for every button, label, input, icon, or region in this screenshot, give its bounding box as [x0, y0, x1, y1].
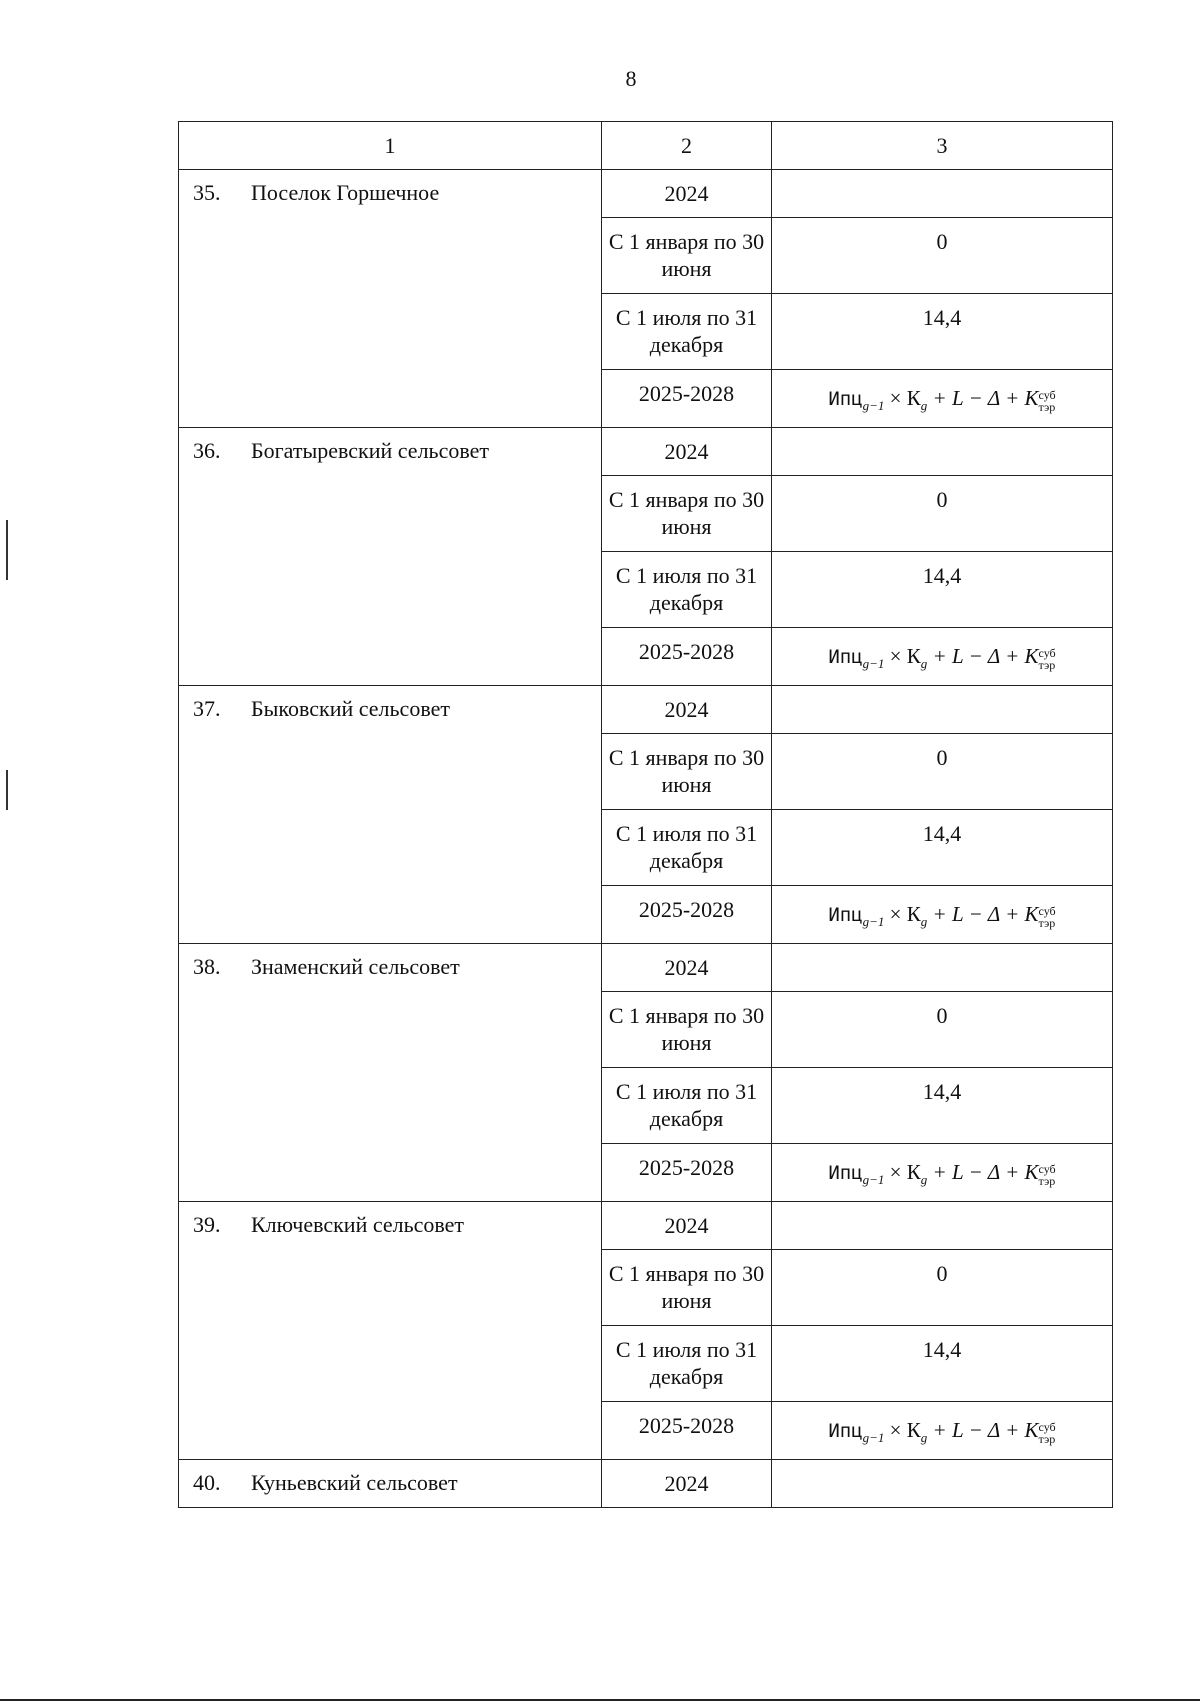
- formula-rest: + L − Δ + K: [932, 1160, 1039, 1184]
- scan-edge-mark: [6, 770, 8, 810]
- period-text: 2024: [664, 1471, 709, 1496]
- formula-ipc: Ипц: [828, 646, 863, 668]
- tariff-formula: [772, 1144, 1112, 1188]
- formula-k2-indices: [1039, 905, 1056, 929]
- period-text: С 1 июля по 31 декабря: [615, 1079, 758, 1131]
- value-text: [772, 944, 1112, 954]
- settlement-label: [179, 170, 601, 206]
- settlement-name: Знаменский сельсовет: [251, 954, 460, 979]
- period-text: 2024: [664, 955, 709, 980]
- formula-k: К: [906, 644, 921, 668]
- value-cell: [772, 370, 1113, 428]
- period-text: С 1 июля по 31 декабря: [615, 1337, 758, 1389]
- tariff-formula: [772, 628, 1112, 672]
- formula-k: К: [906, 1160, 921, 1184]
- period-text: 2025-2028: [638, 897, 735, 922]
- period-text: С 1 июля по 31 декабря: [615, 821, 758, 873]
- settlement-name: Ключевский сельсовет: [251, 1212, 465, 1237]
- header-cell-1: 1: [179, 122, 602, 170]
- settlement-label: [179, 428, 601, 464]
- table-row: [179, 170, 1113, 218]
- settlement-label: [179, 1202, 601, 1238]
- formula-times: ×: [889, 1160, 902, 1184]
- settlement-cell: [179, 1460, 602, 1508]
- settlement-name: Куньевский сельсовет: [251, 1470, 458, 1495]
- formula-k2-subscript: тэр: [1038, 1432, 1056, 1446]
- formula-k-subscript: g: [920, 1172, 928, 1188]
- settlement-number: 40.: [193, 1470, 221, 1495]
- table-row: [179, 428, 1113, 476]
- settlement-cell: [179, 428, 602, 686]
- value-cell: [772, 1460, 1113, 1508]
- period-cell: [602, 428, 772, 476]
- period-cell: [602, 218, 772, 294]
- formula-k2-superscript: суб: [1038, 388, 1056, 402]
- value-text: 0: [936, 487, 948, 512]
- formula-ipc: Ипц: [828, 388, 863, 410]
- settlement-number: 36.: [193, 438, 221, 463]
- value-text: 14,4: [922, 1079, 962, 1104]
- value-text: [772, 428, 1112, 438]
- value-cell: [772, 1402, 1113, 1460]
- period-text: 2025-2028: [638, 1413, 735, 1438]
- formula-k2-subscript: тэр: [1038, 400, 1056, 414]
- formula-k2-indices: [1039, 647, 1056, 671]
- period-cell: [602, 170, 772, 218]
- table-row: [179, 686, 1113, 734]
- formula-k2-superscript: суб: [1038, 646, 1056, 660]
- period-text: С 1 января по 30 июня: [608, 487, 765, 539]
- value-text: 14,4: [922, 563, 962, 588]
- value-cell: [772, 428, 1113, 476]
- settlement-cell: [179, 170, 602, 428]
- formula-times: ×: [889, 644, 902, 668]
- period-cell: [602, 810, 772, 886]
- formula-times: ×: [889, 902, 902, 926]
- value-cell: [772, 992, 1113, 1068]
- value-cell: [772, 1068, 1113, 1144]
- formula-k2-superscript: суб: [1038, 904, 1056, 918]
- period-cell: [602, 1144, 772, 1202]
- period-text: С 1 июля по 31 декабря: [615, 305, 758, 357]
- formula-k2-subscript: тэр: [1038, 658, 1056, 672]
- value-text: 14,4: [922, 821, 962, 846]
- value-text: 14,4: [922, 1337, 962, 1362]
- value-cell: [772, 734, 1113, 810]
- formula-ipc: Ипц: [828, 904, 863, 926]
- formula-k2-superscript: суб: [1038, 1420, 1056, 1434]
- tariff-formula: [772, 1402, 1112, 1446]
- settlement-label: [179, 1460, 601, 1496]
- period-cell: [602, 294, 772, 370]
- formula-k-subscript: g: [920, 914, 928, 930]
- settlement-name: Богатыревский сельсовет: [251, 438, 489, 463]
- settlement-label: [179, 944, 601, 980]
- formula-ipc-subscript: g−1: [862, 1172, 885, 1188]
- period-cell: [602, 734, 772, 810]
- formula-ipc: Ипц: [828, 1420, 863, 1442]
- period-text: С 1 января по 30 июня: [608, 229, 765, 281]
- value-text: 0: [936, 229, 948, 254]
- value-cell: [772, 170, 1113, 218]
- period-cell: [602, 476, 772, 552]
- formula-k2-indices: [1039, 1421, 1056, 1445]
- formula-k2-subscript: тэр: [1038, 916, 1056, 930]
- period-text: 2025-2028: [638, 381, 735, 406]
- formula-k: К: [906, 1418, 921, 1442]
- period-cell: [602, 944, 772, 992]
- period-text: 2024: [664, 697, 709, 722]
- value-cell: [772, 476, 1113, 552]
- value-text: [772, 686, 1112, 696]
- formula-k-subscript: g: [920, 398, 928, 414]
- value-text: 0: [936, 1261, 948, 1286]
- settlement-cell: [179, 944, 602, 1202]
- formula-k2-superscript: суб: [1038, 1162, 1056, 1176]
- period-text: 2024: [664, 181, 709, 206]
- period-cell: [602, 370, 772, 428]
- formula-k: К: [906, 902, 921, 926]
- period-cell: [602, 1460, 772, 1508]
- value-cell: [772, 218, 1113, 294]
- period-text: С 1 января по 30 июня: [608, 1261, 765, 1313]
- table-row: [179, 944, 1113, 992]
- period-cell: [602, 628, 772, 686]
- period-cell: [602, 552, 772, 628]
- formula-k-subscript: g: [920, 656, 928, 672]
- value-text: [772, 1460, 1112, 1470]
- formula-k2-indices: [1039, 389, 1056, 413]
- table-row: [179, 1202, 1113, 1250]
- settlement-cell: [179, 686, 602, 944]
- formula-times: ×: [889, 1418, 902, 1442]
- value-cell: [772, 552, 1113, 628]
- value-cell: [772, 686, 1113, 734]
- settlement-number: 35.: [193, 180, 221, 205]
- value-cell: [772, 628, 1113, 686]
- header-cell-2: 2: [602, 122, 772, 170]
- settlement-number: 38.: [193, 954, 221, 979]
- period-cell: [602, 1326, 772, 1402]
- formula-times: ×: [889, 386, 902, 410]
- formula-ipc: Ипц: [828, 1162, 863, 1184]
- formula-ipc-subscript: g−1: [862, 398, 885, 414]
- settlement-label: [179, 686, 601, 722]
- formula-ipc-subscript: g−1: [862, 1430, 885, 1446]
- formula-ipc-subscript: g−1: [862, 914, 885, 930]
- settlement-number: 39.: [193, 1212, 221, 1237]
- period-text: С 1 января по 30 июня: [608, 1003, 765, 1055]
- value-cell: [772, 294, 1113, 370]
- period-text: 2025-2028: [638, 1155, 735, 1180]
- period-text: 2024: [664, 439, 709, 464]
- period-text: 2025-2028: [638, 639, 735, 664]
- formula-rest: + L − Δ + K: [932, 644, 1039, 668]
- settlement-name: Поселок Горшечное: [251, 180, 440, 205]
- header-cell-3: 3: [772, 122, 1113, 170]
- value-text: 0: [936, 1003, 948, 1028]
- settlement-number: 37.: [193, 696, 221, 721]
- period-cell: [602, 1402, 772, 1460]
- formula-k-subscript: g: [920, 1430, 928, 1446]
- value-cell: [772, 1326, 1113, 1402]
- period-cell: [602, 1202, 772, 1250]
- formula-rest: + L − Δ + K: [932, 386, 1039, 410]
- tariff-formula: [772, 370, 1112, 414]
- formula-rest: + L − Δ + K: [932, 902, 1039, 926]
- value-cell: [772, 1144, 1113, 1202]
- value-cell: [772, 886, 1113, 944]
- period-cell: [602, 1250, 772, 1326]
- tariff-formula: [772, 886, 1112, 930]
- period-cell: [602, 886, 772, 944]
- value-text: 14,4: [922, 305, 962, 330]
- table-header-row: [179, 122, 1113, 170]
- value-text: [772, 1202, 1112, 1212]
- value-cell: [772, 810, 1113, 886]
- scan-edge-mark: [6, 520, 8, 580]
- page-number: 8: [625, 66, 637, 91]
- value-cell: [772, 1250, 1113, 1326]
- value-cell: [772, 1202, 1113, 1250]
- formula-rest: + L − Δ + K: [932, 1418, 1039, 1442]
- period-text: 2024: [664, 1213, 709, 1238]
- value-text: 0: [936, 745, 948, 770]
- formula-k: К: [906, 386, 921, 410]
- period-text: С 1 июля по 31 декабря: [615, 563, 758, 615]
- period-cell: [602, 992, 772, 1068]
- settlement-cell: [179, 1202, 602, 1460]
- value-cell: [772, 944, 1113, 992]
- formula-ipc-subscript: g−1: [862, 656, 885, 672]
- formula-k2-subscript: тэр: [1038, 1174, 1056, 1188]
- tariff-table: [178, 121, 1113, 1508]
- formula-k2-indices: [1039, 1163, 1056, 1187]
- table-row: [179, 1460, 1113, 1508]
- value-text: [772, 170, 1112, 180]
- table-body: [179, 122, 1113, 1508]
- period-cell: [602, 1068, 772, 1144]
- period-cell: [602, 686, 772, 734]
- settlement-name: Быковский сельсовет: [251, 696, 450, 721]
- period-text: С 1 января по 30 июня: [608, 745, 765, 797]
